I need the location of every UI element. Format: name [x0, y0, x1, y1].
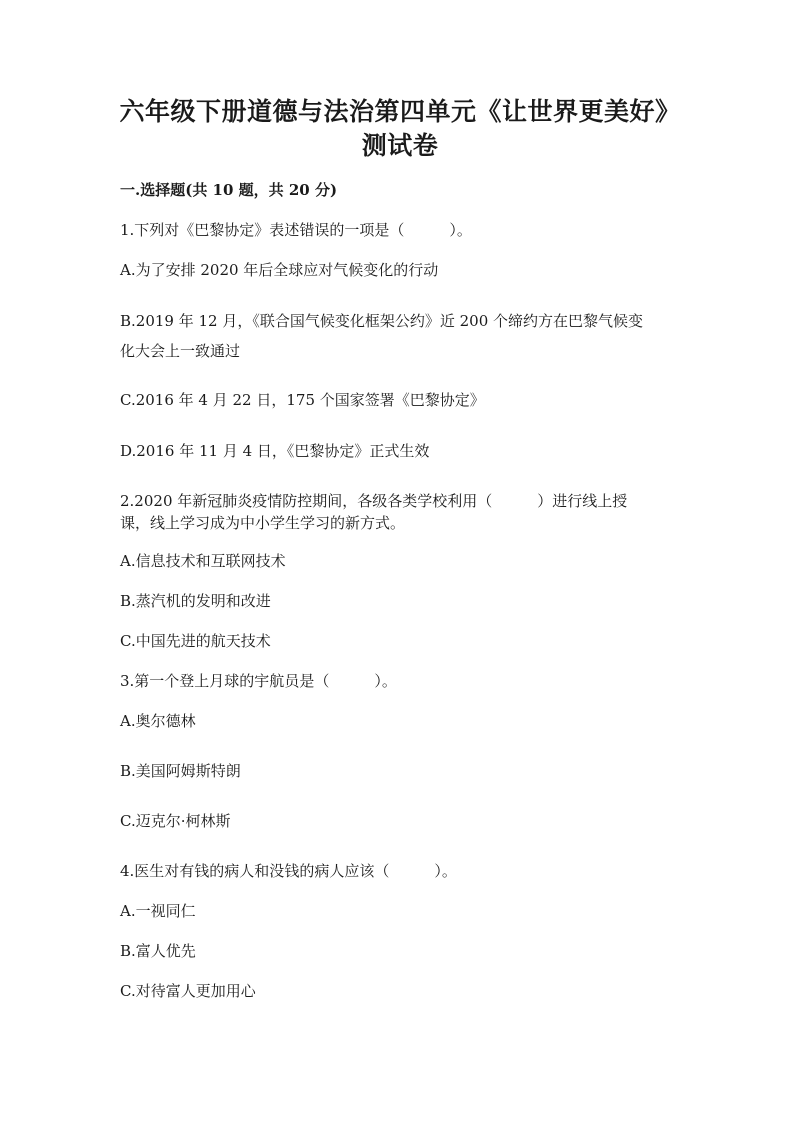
- question-1-option-a: A.为了安排 2020 年后全球应对气候变化的行动: [120, 261, 439, 279]
- question-3-option-b: B.美国阿姆斯特朗: [120, 762, 241, 780]
- question-2-stem: 2.2020 年新冠肺炎疫情防控期间，各级各类学校利用（ ）进行线上授: [120, 492, 628, 510]
- question-1-stem: 1.下列对《巴黎协定》表述错误的一项是（ ）。: [120, 221, 472, 239]
- section-heading: 一.选择题(共 10 题，共 20 分): [120, 181, 338, 199]
- question-4-option-b: B.富人优先: [120, 942, 196, 960]
- question-2-option-c: C.中国先进的航天技术: [120, 632, 271, 650]
- question-3-option-a: A.奥尔德林: [120, 712, 196, 730]
- question-1-option-d: D.2016 年 11 月 4 日，《巴黎协定》正式生效: [120, 442, 430, 460]
- question-4-option-c: C.对待富人更加用心: [120, 982, 256, 1000]
- document-subtitle: 测试卷: [361, 131, 439, 160]
- question-2-option-a: A.信息技术和互联网技术: [120, 552, 286, 570]
- question-1-option-b: B.2019 年 12 月，《联合国气候变化框架公约》近 200 个缔约方在巴黎气候变: [120, 312, 644, 330]
- question-4-option-a: A.一视同仁: [120, 902, 196, 920]
- question-2-option-b: B.蒸汽机的发明和改进: [120, 592, 271, 610]
- question-2-stem-cont: 课，线上学习成为中小学生学习的新方式。: [120, 514, 406, 532]
- document-title: 六年级下册道德与法治第四单元《让世界更美好》: [119, 97, 681, 126]
- question-3-option-c: C.迈克尔·柯林斯: [120, 812, 231, 830]
- question-4-stem: 4.医生对有钱的病人和没钱的病人应该（ ）。: [120, 862, 457, 880]
- question-1-option-c: C.2016 年 4 月 22 日，175 个国家签署《巴黎协定》: [120, 391, 485, 409]
- question-1-option-b-cont: 化大会上一致通过: [120, 342, 241, 360]
- question-3-stem: 3.第一个登上月球的宇航员是（ ）。: [120, 672, 397, 690]
